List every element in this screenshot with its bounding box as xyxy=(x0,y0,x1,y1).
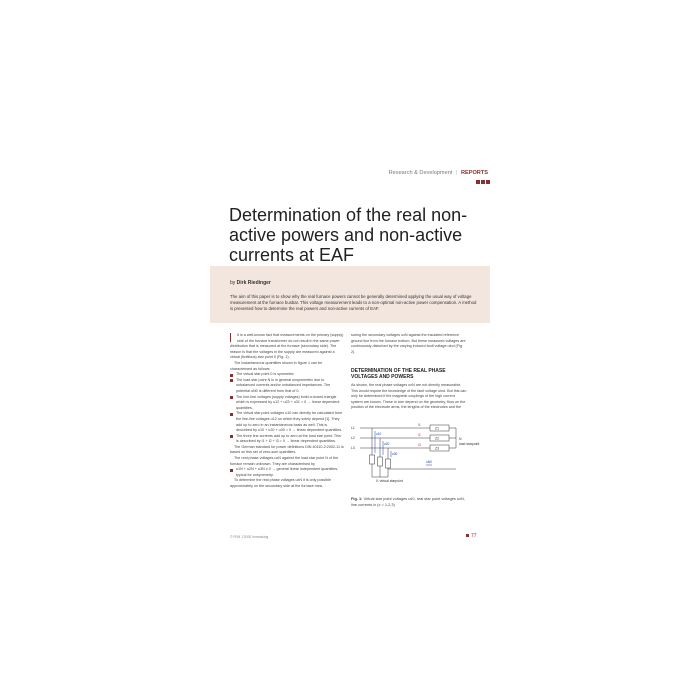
header-squares-icon xyxy=(476,171,491,176)
figure-caption xyxy=(351,496,467,507)
column-right-intro: suring the secondary voltages uxN against the insulated reference ground line from the furnace bottom. But these measured voltages are continuously disturbed by the varying induced fault voltage uind (Fig. 2). xyxy=(351,333,466,354)
label-u20: u20 xyxy=(384,442,390,446)
caption-label: Fig. 1: xyxy=(351,496,363,501)
label-z2: Z2 xyxy=(435,436,439,441)
paragraph: The instantaneous quantities shown in figure 1 can be characterised as follows: xyxy=(230,360,323,371)
list-item: u1N + u2N + u3N ≠ 0 → general linear independent quantities, typical for unsymmetry. xyxy=(230,467,344,478)
page-number: 77 xyxy=(466,533,477,539)
footer-copyright: © FEM 1'2008 Ironmaking xyxy=(230,535,269,539)
column-right-body: As shown, the real phase voltages uxN are not directly measurable. This would require the knowledge of the fault voltage uind. But this can only be determined if the magnetic couplings of the high current system are known. These in turn depend on the geometry, thus on the position of the electrode arms, the lengths of the electrodes and the xyxy=(351,383,467,410)
label-virtual-starpoint: 0: virtual starpoint xyxy=(376,479,403,483)
label-n: N xyxy=(459,437,462,441)
label-load-starpoint: load starpoint xyxy=(459,442,480,446)
byline xyxy=(230,280,271,286)
list-item: The virtual star point voltages u10 can directly be calculated from the line-line voltages u12 on which they solely depend [1]. They add up to zero in an instantaneous basis as well. This is described by u10 + u20 + u30 = 0 → linear dependent quantities. xyxy=(230,411,344,433)
paragraph: It is a well-known fact that measurements on the primary (supply) side of the furnace transformer do not result in the same power distribution that is measured at the furnace (secondary side). The reason is that the voltages in the supply are measured against a virtual (fictitious) star point 0 (Fig. 1). xyxy=(230,333,344,360)
impedance-z1 xyxy=(430,425,449,431)
label-u10: u10 xyxy=(376,432,382,436)
label-i2: i2 xyxy=(418,433,421,437)
column-left xyxy=(230,333,344,490)
list-item: The virtual star point 0 is symmetric xyxy=(230,372,344,378)
section-label: Research & Development xyxy=(388,170,453,176)
resistor-2 xyxy=(378,457,383,466)
article-title: Determination of the real non-active powers and non-active currents at EAF xyxy=(229,205,468,265)
label-i1: i1 xyxy=(418,423,421,427)
impedance-z2 xyxy=(430,435,449,441)
resistor-1 xyxy=(370,455,375,464)
section-subheading: DETERMINATION OF THE REAL PHASE VOLTAGES AND POWERS xyxy=(351,368,446,381)
author-name: Dirk Riedinger xyxy=(236,280,271,286)
page-marker-icon xyxy=(466,534,469,537)
paragraph: To determine the real phase voltages uxN it is only possible approximately on the secondary side at the furnace mea- xyxy=(230,478,331,489)
paragraph: The real phase voltages uxN against the load star point N of the furnace remain unknown. They are characterised by xyxy=(230,456,339,466)
label-l1: L1 xyxy=(351,426,355,430)
caption-text: Virtual star point voltages ux0, real star point voltages uxN, line currents ix (x = 1,2,3) xyxy=(351,496,465,507)
impedance-z3 xyxy=(430,445,449,451)
label-i3: i3 xyxy=(418,443,421,447)
label-u30: u30 xyxy=(392,452,398,456)
byline-prefix: by xyxy=(230,280,236,286)
section-separator: | xyxy=(455,170,458,176)
section-header xyxy=(389,170,488,176)
list-item: The load star point N is in general unsymmetric due to unbalanced currents and/or unbalanced impedances. The potential uN0 is different from that of 0. xyxy=(230,378,344,395)
label-z1: Z1 xyxy=(435,426,439,431)
dropcap-bar xyxy=(230,333,234,342)
label-l3: L3 xyxy=(351,446,355,450)
abstract: The aim of this paper is to show why the real furnace powers cannot be generally determined applying the usual way of voltage measurement at the furnace busbar. This voltage measurement leads to a non-optimal non-active power compensation. A method is presented how to determine the real powers and non-active currents of EAF. xyxy=(230,294,477,311)
label-un0: uN0 xyxy=(426,460,432,464)
resistor-3 xyxy=(386,459,391,468)
category-label: REPORTS xyxy=(460,170,488,176)
paragraph: The German standard for power definitions DIN 40110-2:2002-11 is based on this set of zero-sum quantities. xyxy=(230,444,344,455)
label-z3: Z3 xyxy=(435,446,439,451)
list-item: The line-line voltages (supply voltages) build a closed triangle which is expressed by u12 + u23 + u31 = 0 → linear dependent quantities. xyxy=(230,395,344,412)
label-l2: L2 xyxy=(351,436,355,440)
circuit-figure xyxy=(346,419,486,491)
list-item: The three line currents add up to zero at the load star point. This is described by i1 + i2 + i3 = 0 → linear dependent quantities. xyxy=(230,434,344,445)
